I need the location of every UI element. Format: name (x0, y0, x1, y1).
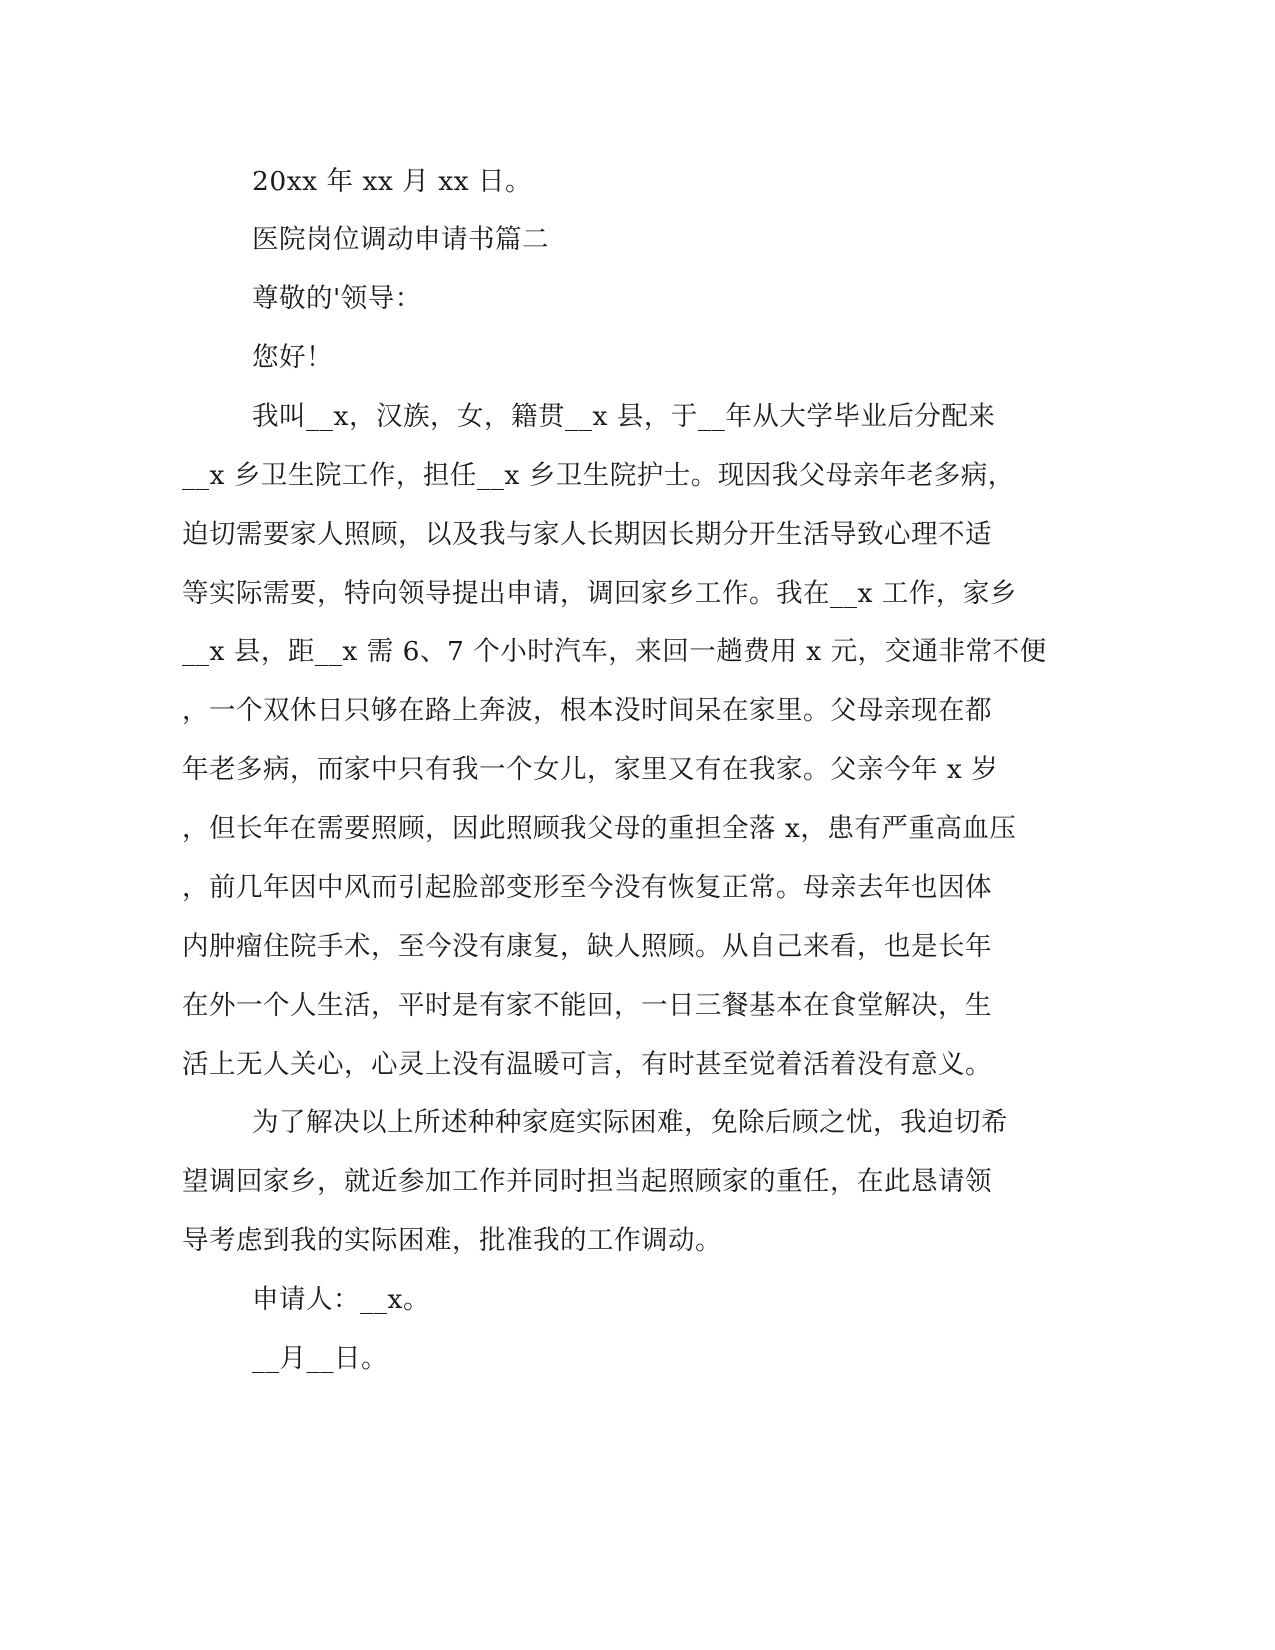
body-line: 年老多病，而家中只有我一个女儿，家里又有在我家。父亲今年 x 岁 (182, 754, 999, 785)
body-line: ，前几年因中风而引起脸部变形至今没有恢复正常。母亲去年也因体 (182, 872, 992, 903)
body-line: __x 县，距__x 需 6、7 个小时汽车，来回一趟费用 x 元，交通非常不便 (182, 636, 1047, 667)
body-line: 为了解决以上所述种种家庭实际困难，免除后顾之忧，我迫切希 (252, 1107, 1008, 1138)
body-line: 内肿瘤住院手术，至今没有康复，缺人照顾。从自己来看，也是长年 (182, 931, 992, 962)
body-line: 迫切需要家人照顾，以及我与家人长期因长期分开生活导致心理不适 (182, 519, 992, 550)
document-title: 医院岗位调动申请书篇二 (252, 224, 549, 255)
signature-date: __月__日。 (252, 1343, 388, 1374)
body-line: 望调回家乡，就近参加工作并同时担当起照顾家的重任，在此恳请领 (182, 1166, 992, 1197)
body-line: 等实际需要，特向领导提出申请，调回家乡工作。我在__x 工作，家乡 (182, 578, 1017, 609)
applicant-line: 申请人：__x。 (252, 1284, 430, 1315)
body-line: 活上无人关心，心灵上没有温暖可言，有时甚至觉着活着没有意义。 (182, 1049, 992, 1080)
greeting: 您好！ (252, 342, 333, 373)
body-line: ，但长年在需要照顾，因此照顾我父母的重担全落 x，患有严重高血压 (182, 813, 1017, 844)
body-line: 导考虑到我的实际困难，批准我的工作调动。 (182, 1225, 722, 1256)
body-line: 我叫__x，汉族，女，籍贯__x 县，于__年从大学毕业后分配来 (252, 401, 996, 432)
salutation: 尊敬的'领导： (252, 283, 422, 314)
date-line: 20xx 年 xx 月 xx 日。 (252, 166, 533, 197)
body-line: 在外一个人生活，平时是有家不能回，一日三餐基本在食堂解决，生 (182, 990, 992, 1021)
body-line: ，一个双休日只够在路上奔波，根本没时间呆在家里。父母亲现在都 (182, 695, 992, 726)
body-line: __x 乡卫生院工作，担任__x 乡卫生院护士。现因我父母亲年老多病， (182, 460, 1015, 491)
